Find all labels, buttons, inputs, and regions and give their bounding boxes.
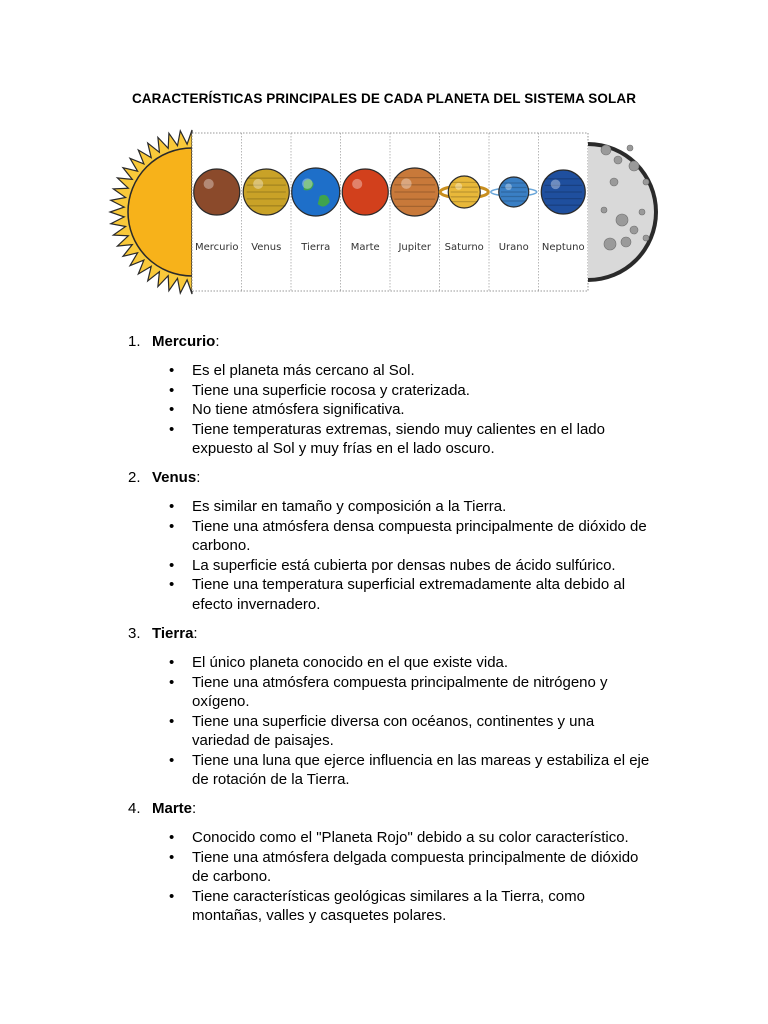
bullet-list	[0, 497, 652, 614]
section-heading: 1. Mercurio:	[128, 333, 220, 350]
list-item: • Tiene una atmósfera densa compuesta principalmente de dióxido de carbono.	[0, 517, 652, 556]
moon-crater	[614, 156, 622, 164]
list-item: • Tiene una superficie diversa con océanos, continentes y una variedad de paisajes.	[0, 712, 652, 751]
section-name: Tierra	[152, 625, 194, 642]
list-item: • Tiene una temperatura superficial extremadamente alta debido al efecto invernadero.	[0, 575, 652, 614]
moon-crater	[629, 161, 639, 171]
moon-crater	[627, 145, 633, 151]
section-heading: 2. Venus:	[128, 469, 201, 486]
section-number: 1.	[128, 333, 141, 350]
list-item: • Es similar en tamaño y composición a la Tierra.	[0, 497, 652, 517]
section-number: 4.	[128, 800, 141, 817]
section-name: Mercurio	[152, 333, 216, 350]
planet-label: Neptuno	[541, 242, 585, 253]
planet-highlight	[401, 178, 412, 189]
section-number: 2.	[128, 469, 141, 486]
list-item: • Tiene una atmósfera delgada compuesta principalmente de dióxido de carbono.	[0, 848, 652, 887]
planet-highlight	[302, 178, 313, 189]
bullet-list	[0, 361, 652, 459]
moon-crater	[643, 235, 649, 241]
bullet-list	[0, 653, 652, 790]
moon-crater	[616, 214, 628, 226]
moon-crater	[630, 226, 638, 234]
solar-system-figure	[106, 120, 662, 305]
planet-label: Urano	[498, 242, 529, 253]
list-item: • El único planeta conocido en el que existe vida.	[0, 653, 652, 673]
section-heading: 4. Marte:	[128, 800, 197, 817]
list-item: • Es el planeta más cercano al Sol.	[0, 361, 652, 381]
planet-highlight	[455, 183, 462, 190]
bullet-list	[0, 828, 652, 926]
planet-highlight	[352, 179, 362, 189]
planet-label: Venus	[251, 242, 282, 253]
planet-highlight	[253, 179, 263, 189]
moon-crater	[601, 207, 607, 213]
planet-label: Saturno	[444, 242, 484, 253]
planet-label: Tierra	[301, 242, 331, 253]
moon-crater	[610, 178, 618, 186]
moon-crater	[621, 237, 631, 247]
sun-image	[110, 130, 192, 294]
planet-label: Jupiter	[398, 242, 432, 253]
moon-crater	[643, 179, 649, 185]
planet-body	[342, 169, 388, 215]
planet-body	[292, 168, 340, 216]
list-item: • Tiene características geológicas similares a la Tierra, como montañas, valles y casquetes polares.	[0, 887, 652, 926]
section-heading: 3. Tierra:	[128, 625, 198, 642]
planet-frame	[192, 133, 588, 291]
planet-body	[194, 169, 240, 215]
list-item: • Tiene una superficie rocosa y craterizada.	[0, 381, 652, 401]
planet-highlight	[551, 179, 561, 189]
solar-system-illustration	[106, 120, 662, 305]
moon-crater	[604, 238, 616, 250]
planet-highlight	[204, 179, 214, 189]
list-item: • No tiene atmósfera significativa.	[0, 400, 652, 420]
planet-label: Marte	[350, 242, 380, 253]
section-name: Marte	[152, 800, 193, 817]
planet-label: Mercurio	[194, 242, 239, 253]
moon-crater	[601, 145, 611, 155]
moon-crater	[639, 209, 645, 215]
section-name: Venus	[152, 469, 197, 486]
section-number: 3.	[128, 625, 141, 642]
moon-image	[588, 142, 658, 282]
document-title: CARACTERÍSTICAS PRINCIPALES DE CADA PLANETA DEL SISTEMA SOLAR	[131, 91, 637, 106]
list-item: • Tiene temperaturas extremas, siendo muy calientes en el lado expuesto al Sol y muy frías en el lado oscuro.	[0, 420, 652, 459]
list-item: • Tiene una atmósfera compuesta principalmente de nitrógeno y oxígeno.	[0, 673, 652, 712]
list-item: • Tiene una luna que ejerce influencia en las mareas y estabiliza el eje de rotación de la Tierra.	[0, 751, 652, 790]
list-item: • Conocido como el "Planeta Rojo" debido a su color característico.	[0, 828, 652, 848]
planet-highlight	[505, 183, 512, 190]
list-item: • La superficie está cubierta por densas nubes de ácido sulfúrico.	[0, 556, 652, 576]
